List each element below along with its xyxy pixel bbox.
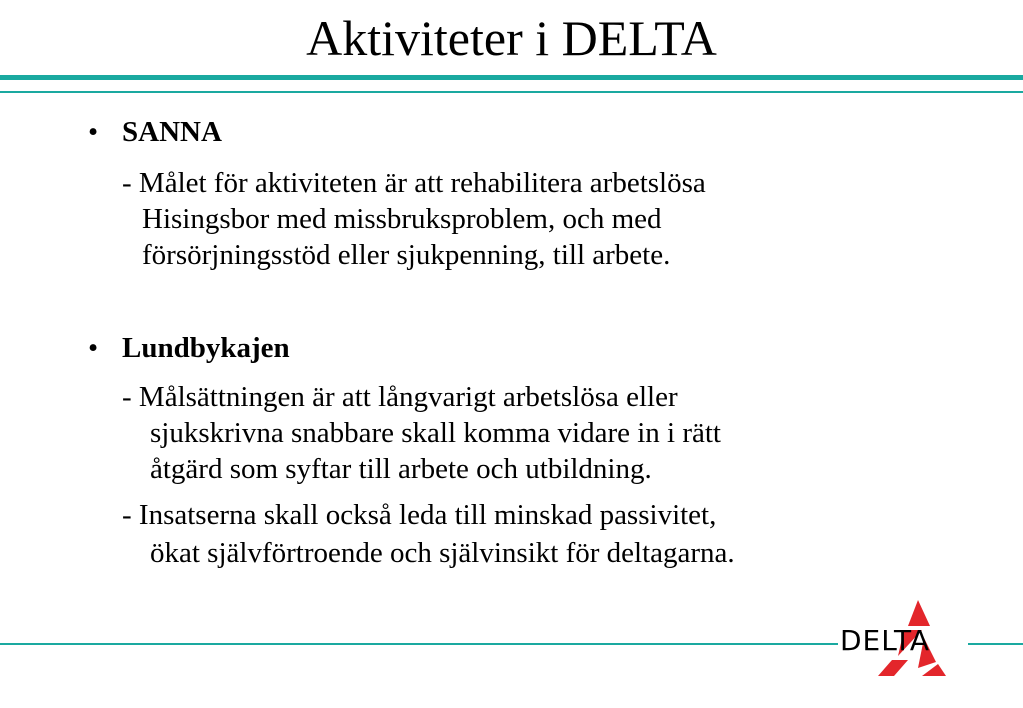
body-line: försörjningsstöd eller sjukpenning, till arbete. <box>142 239 671 271</box>
body-line: - Målsättningen är att långvarigt arbetslösa eller <box>122 381 678 413</box>
bullet-heading-lundbykajen <box>88 330 290 366</box>
top-divider-thin <box>0 91 1023 93</box>
bullet-heading-sanna <box>88 114 222 150</box>
top-divider-thick <box>0 75 1023 80</box>
delta-triangle-logo-icon <box>838 598 968 678</box>
body-line: sjukskrivna snabbare skall komma vidare in i rätt <box>150 417 721 449</box>
body-line: Hisingsbor med missbruksproblem, och med <box>142 203 662 235</box>
body-line: åtgärd som syftar till arbete och utbildning. <box>150 453 652 485</box>
body-line: - Målet för aktiviteten är att rehabilitera arbetslösa <box>122 167 706 199</box>
body-line: ökat självförtroende och självinsikt för deltagarna. <box>150 537 735 569</box>
body-line: - Insatserna skall också leda till minskad passivitet, <box>122 499 717 531</box>
slide-title: Aktiviteter i DELTA <box>306 10 717 66</box>
bullet-icon: • <box>88 116 99 148</box>
logo-text: DELTA <box>840 624 931 657</box>
bullet-icon: • <box>88 332 99 364</box>
heading-text: Lundbykajen <box>122 332 290 364</box>
delta-logo <box>838 598 968 678</box>
heading-text: SANNA <box>122 116 222 148</box>
